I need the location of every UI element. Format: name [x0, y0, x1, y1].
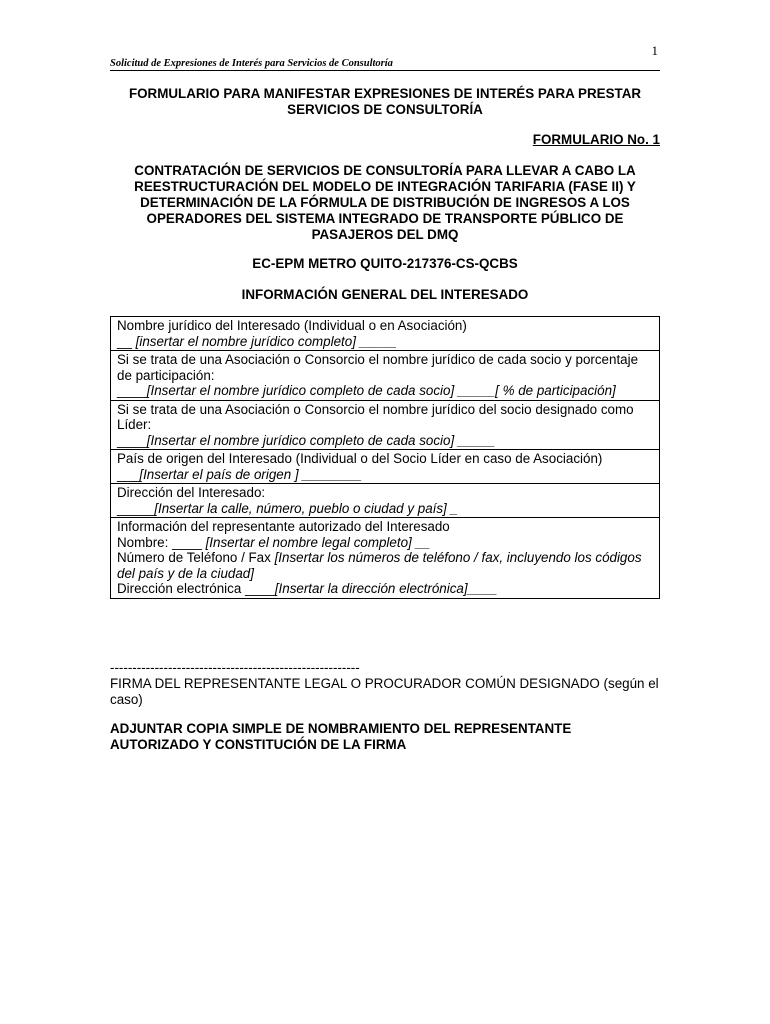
address-row	[111, 483, 659, 517]
partners-placeholder: [Insertar el nombre jurídico completo de cada socio] _____[ % de participación]	[146, 383, 616, 398]
phone-fax-label: Número de Teléfono / Fax	[117, 550, 275, 565]
leader-blank: ____	[117, 432, 147, 448]
project-title: CONTRATACIÓN DE SERVICIOS DE CONSULTORÍA PARA LLEVAR A CABO LA REESTRUCTURACIÓN DEL MODELO DE INTEGRACIÓN TARIFARIA (FASE II) Y DETERMINACIÓN DE LA FÓRMULA DE DISTRIBUCIÓN DE INGRESOS A LOS OPERADORES DEL SISTEMA INTEGRADO DE TRANSPORTE PÚBLICO DE PASAJEROS DEL DMQ	[134, 163, 636, 242]
representative-name-field[interactable]	[117, 535, 653, 551]
country-label: País de origen del Interesado (Individual o del Socio Líder en caso de Asociación)	[117, 451, 603, 466]
partners-row	[111, 350, 659, 400]
phone-fax-placeholder: [Insertar los números de teléfono / fax, incluyendo los códigos del país y de la ciudad]	[117, 550, 642, 581]
country-row	[111, 449, 659, 483]
representative-name-placeholder: [Insertar el nombre legal completo] __	[205, 534, 431, 550]
page-number: 1	[651, 43, 658, 58]
representative-row	[111, 517, 659, 598]
address-label: Dirección del Interesado:	[117, 485, 266, 500]
partners-field[interactable]	[117, 383, 653, 399]
form-title: FORMULARIO PARA MANIFESTAR EXPRESIONES DE INTERÉS PARA PRESTAR SERVICIOS DE CONSULTORÍA	[128, 86, 642, 117]
legal-name-placeholder: [insertar el nombre jurídico completo] _____	[135, 333, 397, 349]
leader-placeholder: [Insertar el nombre jurídico completo de cada socio] _____	[146, 432, 496, 448]
email-placeholder: [Insertar la dirección electrónica]____	[274, 581, 498, 596]
partners-blank: ____	[117, 383, 147, 398]
signature-line[interactable]: --------------------------------------------------------	[110, 660, 360, 675]
interested-party-info-table	[110, 316, 660, 599]
partners-label: Si se trata de una Asociación o Consorcio el nombre jurídico de cada socio y porcentaje de participación:	[117, 352, 639, 383]
signature-block	[110, 660, 660, 708]
section-heading: INFORMACIÓN GENERAL DEL INTERESADO	[241, 287, 529, 302]
representative-label: Información del representante autorizado del Interesado	[117, 519, 450, 534]
address-placeholder: [Insertar la calle, número, pueblo o ciudad y país] _	[154, 500, 458, 516]
country-blank: ___	[117, 466, 140, 482]
address-blank: _____	[117, 500, 155, 516]
legal-name-field[interactable]	[117, 334, 653, 350]
legal-name-row	[111, 317, 659, 350]
legal-name-blank: __	[117, 333, 136, 349]
country-placeholder: [Insertar el país de origen ] ________	[139, 466, 362, 482]
form-number: FORMULARIO No. 1	[532, 132, 660, 147]
email-label: Dirección electrónica ____	[117, 581, 275, 596]
leader-field[interactable]	[117, 433, 653, 449]
email-field[interactable]	[117, 581, 653, 597]
leader-row	[111, 400, 659, 450]
phone-fax-field[interactable]	[117, 550, 653, 581]
representative-name-label: Nombre: ____	[117, 534, 206, 550]
country-field[interactable]	[117, 467, 653, 483]
signature-label: FIRMA DEL REPRESENTANTE LEGAL O PROCURADOR COMÚN DESIGNADO (según el caso)	[110, 676, 659, 707]
address-field[interactable]	[117, 501, 653, 517]
reference-code: EC-EPM METRO QUITO-217376-CS-QCBS	[252, 256, 518, 271]
running-header: Solicitud de Expresiones de Interés para Servicios de Consultoría	[110, 58, 660, 71]
leader-label: Si se trata de una Asociación o Consorcio el nombre jurídico del socio designado como Líder:	[117, 401, 634, 432]
attachment-note: ADJUNTAR COPIA SIMPLE DE NOMBRAMIENTO DEL REPRESENTANTE AUTORIZADO Y CONSTITUCIÓN DE LA FIRMA	[110, 721, 572, 752]
legal-name-label: Nombre jurídico del Interesado (Individual o en Asociación)	[117, 318, 467, 333]
